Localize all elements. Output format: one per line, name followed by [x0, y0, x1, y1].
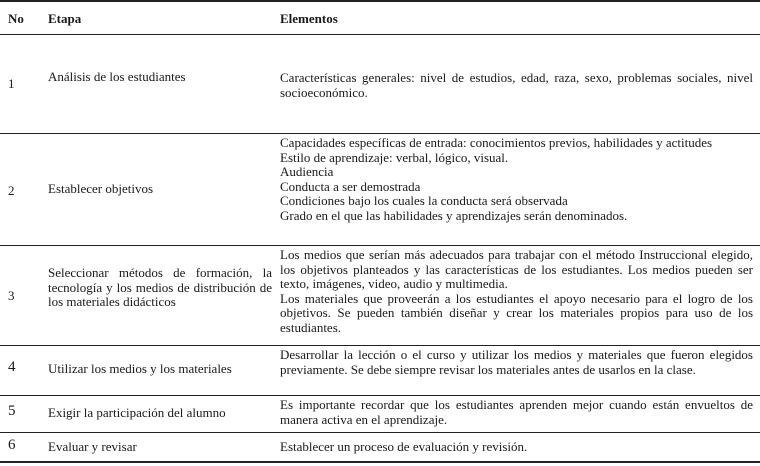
row-elements: Establecer un proceso de evaluación y revisión.: [280, 439, 528, 454]
table-top-rule: [0, 0, 760, 2]
row-divider: [0, 245, 760, 246]
row-elements: Características generales: nivel de estudios, edad, raza, sexo, problemas sociales, nivel socioeconómico.: [280, 70, 753, 100]
header-no: No: [8, 11, 24, 26]
row-stage: Establecer objetivos: [48, 181, 154, 196]
element-line: Estilo de aprendizaje: verbal, lógico, visual.: [280, 149, 509, 165]
element-paragraph: Los medios que serían más adecuados para trabajar con el método Instruccional elegido, los objetivos planteados y las características de los estudiantes. Los medios pueden ser texto, imágenes, video, audio y multimedia.: [280, 247, 753, 291]
header-elementos: Elementos: [280, 11, 338, 26]
row-stage: Evaluar y revisar: [48, 439, 137, 454]
header-etapa: Etapa: [48, 11, 82, 26]
element-line: Grado en el que las habilidades y aprendizajes serán denominados.: [280, 207, 628, 223]
element-line: Capacidades específicas de entrada: conocimientos previos, habilidades y actitudes: [280, 135, 713, 150]
row-number: 2: [8, 183, 15, 198]
row-elements: Es importante recordar que los estudiantes aprenden mejor cuando están envueltos de manera activa en el aprendizaje.: [280, 397, 753, 427]
row-stage: Exigir la participación del alumno: [48, 405, 226, 420]
element-paragraph: Los materiales que proveerán a los estudiantes el apoyo necesario para el logro de los objetivos. Se pueden también diseñar y crear los materiales propios para uso de los estudiantes.: [280, 290, 753, 335]
element-line: Audiencia: [280, 164, 334, 179]
row-divider: [0, 395, 760, 396]
row-elements: [280, 248, 753, 335]
row-number: 3: [8, 288, 15, 303]
row-elements: [280, 136, 753, 223]
row-stage: Análisis de los estudiantes: [48, 69, 186, 84]
row-number: 5: [8, 403, 16, 419]
row-divider: [0, 432, 760, 433]
row-number: 1: [8, 76, 15, 91]
header-rule: [0, 34, 760, 35]
element-line: Conducta a ser demostrada: [280, 178, 421, 194]
row-divider: [0, 133, 760, 134]
row-divider: [0, 345, 760, 346]
row-number: 6: [8, 437, 16, 453]
row-stage: Utilizar los medios y los materiales: [48, 361, 232, 376]
table-bottom-rule: [0, 461, 760, 463]
element-line: Condiciones bajo los cuales la conducta será observada: [280, 193, 568, 208]
row-elements: Desarrollar la lección o el curso y utilizar los medios y materiales que fueron elegidos previamente. Se debe siempre revisar los materiales antes de usarlos en la clase.: [280, 347, 753, 377]
row-stage: Seleccionar métodos de formación, la tecnología y los medios de distribución de los materiales didácticos: [48, 265, 272, 309]
row-number: 4: [8, 359, 16, 375]
